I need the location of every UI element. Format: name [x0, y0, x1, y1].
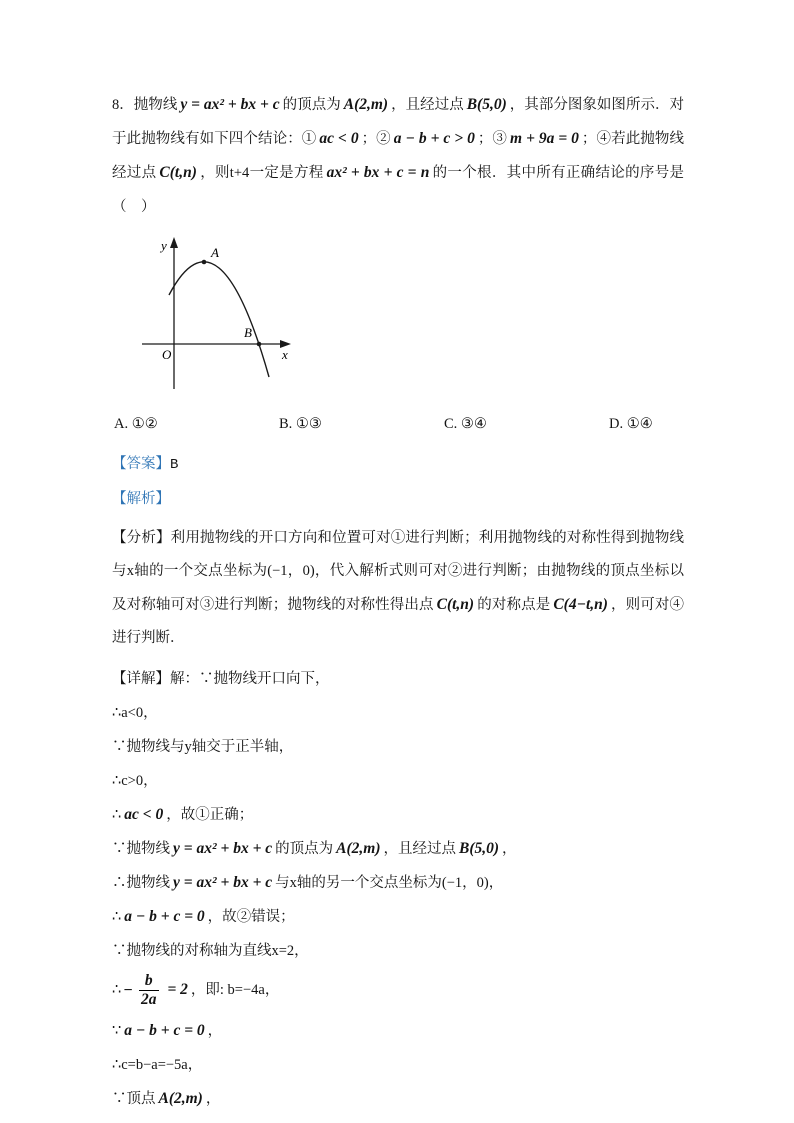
- choice-d: D. ①④: [609, 416, 653, 432]
- origin-label: O: [162, 347, 172, 362]
- point-b-dot: [257, 342, 262, 347]
- solution-line: [112, 1087, 684, 1111]
- text-run: ，: [207, 1022, 223, 1039]
- text-run: ∴c=b−a=−5a，: [112, 1056, 203, 1073]
- solution-line: [112, 1019, 684, 1043]
- solution-line: [112, 735, 684, 759]
- fraction-stack: [135, 973, 163, 1009]
- parabola-figure-svg: [134, 234, 309, 396]
- analysis-header: 【解析】: [112, 491, 170, 507]
- analysis-header-line: [112, 486, 684, 512]
- fraction-sign: −: [123, 981, 133, 999]
- text-run: ∵抛物线与y轴交于正半轴，: [112, 739, 294, 755]
- choice-c: C. ③④: [444, 416, 487, 432]
- text-run: 8．抛物线: [112, 97, 178, 113]
- text-run: ；③: [477, 131, 508, 147]
- text-run: ，: [502, 841, 517, 857]
- math-inline: A(2,m): [158, 1089, 203, 1107]
- solution-line: [112, 939, 684, 963]
- text-run: 的一个根．其中所有正确结论的序号是（ ）: [112, 165, 685, 215]
- text-run: ∵顶点: [112, 1090, 156, 1107]
- text-run: 与x轴的另一个交点坐标为(−1，0)，: [275, 875, 504, 891]
- math-inline: ac < 0: [319, 130, 359, 147]
- solution-line: [112, 667, 684, 691]
- point-b-label: B: [244, 325, 252, 340]
- math-inline: C(t,n): [159, 164, 197, 181]
- solution-line: [112, 701, 684, 725]
- math-inline: y = ax² + bx + c: [180, 96, 280, 113]
- y-axis-label: y: [161, 238, 167, 253]
- text-run: ；②: [361, 131, 391, 147]
- text-run: ，则t+4一定是方程: [199, 165, 324, 181]
- text-run: ，且经过点: [383, 841, 456, 857]
- math-inline: = 2: [167, 981, 188, 999]
- math-inline: a − b + c > 0: [393, 130, 475, 147]
- answer-value: B: [170, 457, 179, 473]
- text-run: 的对称点是: [477, 597, 551, 613]
- problem-statement: [112, 88, 684, 224]
- math-inline: A(2,m): [343, 96, 389, 113]
- answer-line: [112, 451, 684, 478]
- math-inline: A(2,m): [336, 840, 381, 857]
- analysis-paragraph: [112, 522, 684, 655]
- math-inline: y = ax² + bx + c: [173, 874, 273, 891]
- text-run: 【分析】利用抛物线的开口方向和位置可对①进行判断；利用抛物线的对称性得到抛物线与x轴的一个交点坐标为(−1，0)，代入解析式则可对②进行判断；由抛物线的顶点坐标以及对称轴可对③进行判断；抛物线的对称性得出点: [112, 530, 684, 613]
- answer-label: 【答案】: [112, 456, 170, 472]
- vertex-a-label: A: [211, 245, 219, 260]
- solution-line: [112, 837, 684, 861]
- parabola-curve: [169, 262, 269, 377]
- math-inline: ac < 0: [124, 806, 164, 823]
- solution-section: [112, 667, 684, 1111]
- text-run: ，则可对④进行判断．: [112, 597, 685, 646]
- solution-line: [112, 1053, 684, 1077]
- text-run: ∴: [112, 982, 122, 999]
- text-run: ∴: [112, 909, 122, 925]
- solution-line: [112, 871, 684, 895]
- solution-line: [112, 803, 684, 827]
- math-inline: a − b + c = 0: [124, 908, 205, 925]
- text-run: 【详解】解：∵抛物线开口向下，: [112, 671, 330, 687]
- text-run: ，故②错误；: [207, 909, 295, 925]
- text-run: ∴抛物线: [112, 875, 170, 891]
- text-run: ；④若此抛物线经过点: [112, 131, 685, 181]
- choices-row: [114, 411, 684, 437]
- math-inline: B(5,0): [459, 840, 500, 857]
- text-run: 的顶点为: [275, 841, 334, 857]
- math-inline: y = ax² + bx + c: [173, 840, 273, 857]
- fraction-denominator: 2a: [140, 991, 157, 1009]
- text-run: ，即: b=−4a，: [190, 982, 280, 999]
- solution-line: [112, 769, 684, 793]
- parabola-figure: [134, 234, 684, 401]
- text-run: ，故①正确；: [166, 807, 254, 823]
- text-run: ∴c>0，: [112, 773, 158, 789]
- text-run: ，其部分图象如图所示．对于此抛物线有如下四个结论：①: [112, 97, 685, 147]
- choice-b: B. ①③: [279, 416, 322, 432]
- math-inline: ax² + bx + c = n: [326, 164, 430, 181]
- text-run: ∵抛物线: [112, 841, 170, 857]
- text-run: ∴: [112, 807, 122, 823]
- vertex-a-dot: [202, 260, 207, 265]
- text-run: ∵抛物线的对称轴为直线x=2，: [112, 943, 309, 959]
- solution-line: [112, 905, 684, 929]
- math-inline: C(t,n): [436, 596, 475, 613]
- math-inline: C(4−t,n): [553, 596, 608, 613]
- solution-line: [112, 973, 684, 1009]
- fraction-numerator: b: [139, 973, 159, 991]
- x-axis-label: x: [282, 347, 288, 362]
- math-inline: B(5,0): [466, 96, 507, 113]
- choice-a: A. ①②: [114, 416, 158, 432]
- math-fraction: [123, 973, 162, 1009]
- text-run: ∵: [112, 1022, 122, 1039]
- math-inline: a − b + c = 0: [124, 1021, 205, 1039]
- text-run: ，: [205, 1090, 221, 1107]
- text-run: ∴a<0，: [112, 705, 158, 721]
- text-run: ，且经过点: [391, 97, 464, 113]
- math-inline: m + 9a = 0: [510, 130, 579, 147]
- text-run: 的顶点为: [282, 97, 341, 113]
- y-axis-arrow: [170, 237, 178, 248]
